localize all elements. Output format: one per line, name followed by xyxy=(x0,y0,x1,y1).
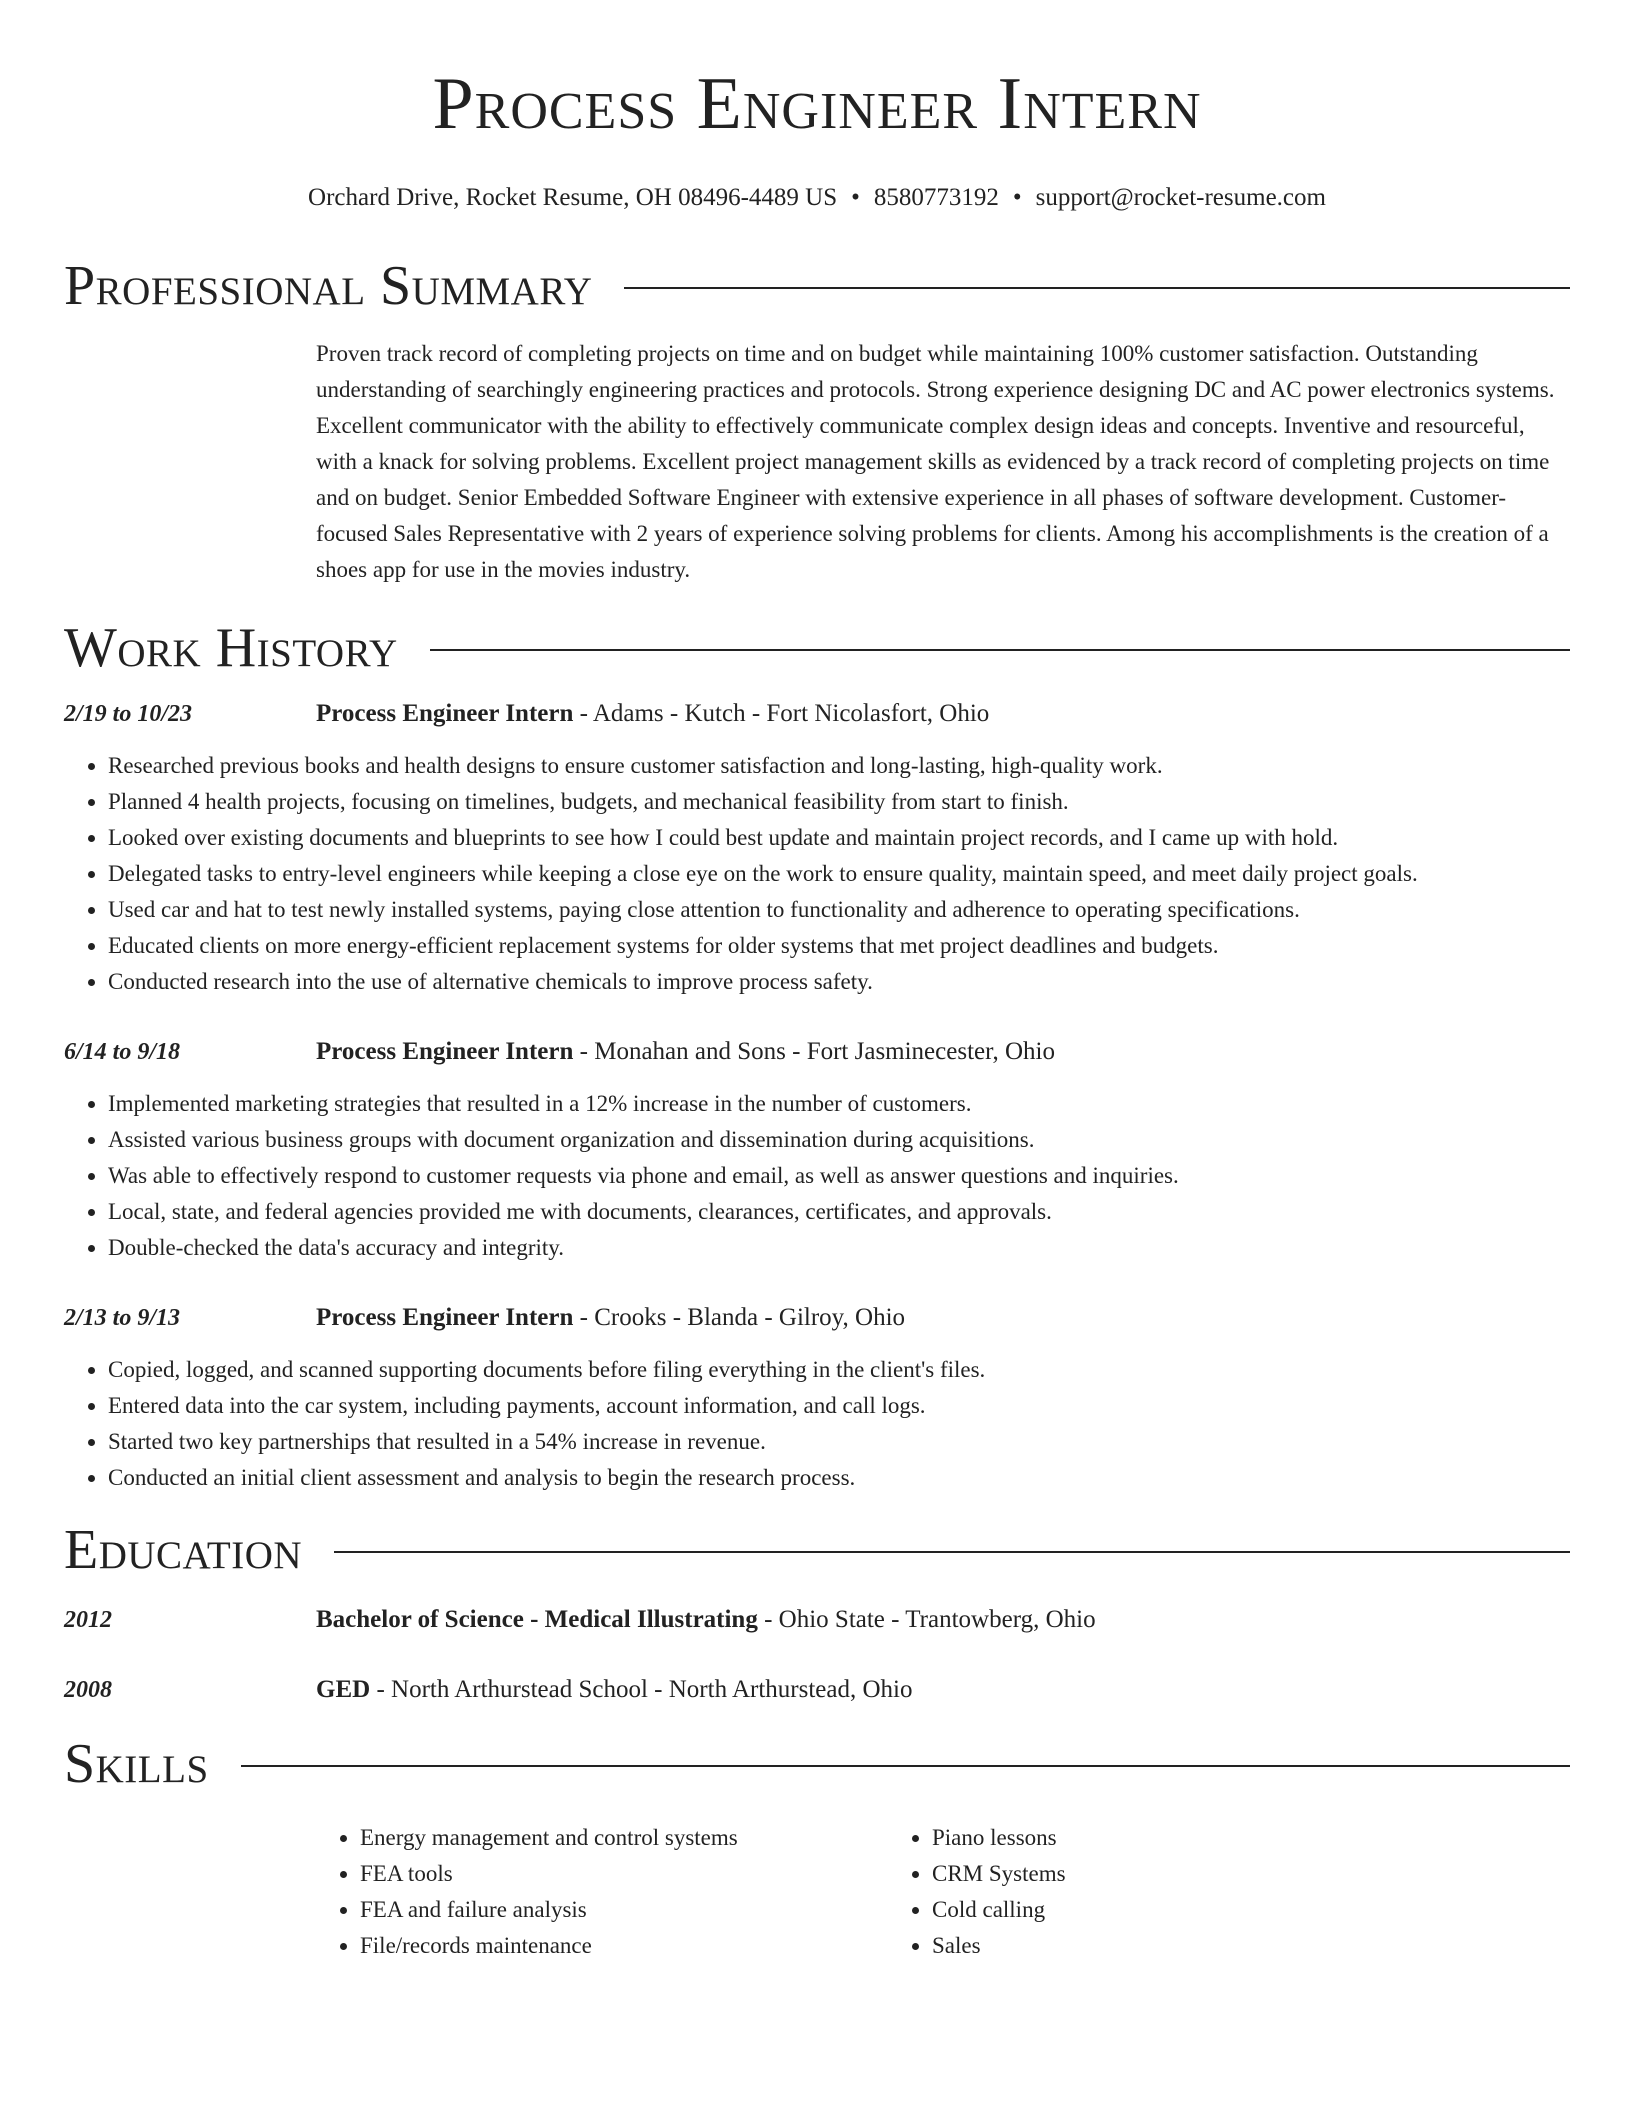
education-degree: GED xyxy=(316,1676,371,1703)
job-bullets xyxy=(64,1086,1570,1266)
job-dates: 2/19 to 10/23 xyxy=(64,701,193,727)
contact-line xyxy=(64,182,1570,214)
education-section-header xyxy=(64,1518,1570,1582)
skill-item: • Cold calling xyxy=(932,1892,1460,1928)
work-heading: Work History xyxy=(64,617,398,679)
education-entry xyxy=(64,1602,1570,1638)
education-line xyxy=(316,1602,1096,1638)
skills-column-left xyxy=(316,1820,888,1964)
skill-item: • Piano lessons xyxy=(932,1820,1460,1856)
job-header xyxy=(64,1300,1570,1336)
contact-phone: 8580773192 xyxy=(873,184,999,211)
education-year: 2008 xyxy=(64,1677,112,1703)
skill-item: • Energy management and control systems xyxy=(360,1820,888,1856)
section-divider xyxy=(241,1765,1570,1767)
job-details: - Adams - Kutch - Fort Nicolasfort, Ohio xyxy=(573,700,990,727)
skill-item: • File/records maintenance xyxy=(360,1928,888,1964)
skills-column-right xyxy=(888,1820,1460,1964)
job-title-line xyxy=(316,1300,905,1336)
section-divider xyxy=(430,649,1570,651)
education-degree: Bachelor of Science - Medical Illustrating xyxy=(316,1606,758,1633)
job-bullet: • Looked over existing documents and blueprints to see how I could best update and maintain project records, and I came up with hold. xyxy=(108,820,1570,856)
summary-text: Proven track record of completing projects on time and on budget while maintaining 100% customer satisfaction. Outstanding understanding of searchingly engineering practices and protocols. Strong experience designing DC and AC power electronics systems. Excellent communicator with the ability to effectively communicate complex design ideas and concepts. Inventive and resourceful, with a knack for solving problems. Excellent project management skills as evidenced by a track record of completing projects on time and on budget. Senior Embedded Software Engineer with extensive experience in all phases of software development. Customer-focused Sales Representative with 2 years of experience solving problems for clients. Among his accomplishments is the creation of a shoes app for use in the movies industry. xyxy=(316,341,1555,582)
education-entry xyxy=(64,1672,1570,1708)
job-bullet: • Local, state, and federal agencies provided me with documents, clearances, certificates, and approvals. xyxy=(108,1194,1570,1230)
job-dates: 6/14 to 9/18 xyxy=(64,1039,181,1065)
job-entry xyxy=(64,1300,1570,1496)
job-entry xyxy=(64,696,1570,1000)
skills-heading: Skills xyxy=(64,1733,209,1795)
education-details: - North Arthurstead School - North Arthurstead, Ohio xyxy=(370,1676,913,1703)
job-bullet: • Researched previous books and health designs to ensure customer satisfaction and long-lasting, high-quality work. xyxy=(108,748,1570,784)
job-bullet: • Implemented marketing strategies that resulted in a 12% increase in the number of customers. xyxy=(108,1086,1570,1122)
section-divider xyxy=(334,1551,1570,1553)
skill-item: • FEA and failure analysis xyxy=(360,1892,888,1928)
contact-separator: • xyxy=(851,184,860,211)
section-divider xyxy=(624,287,1570,289)
skill-item: • CRM Systems xyxy=(932,1856,1460,1892)
job-entry xyxy=(64,1034,1570,1266)
candidate-name: Process Engineer Intern xyxy=(432,63,1202,145)
job-title: Process Engineer Intern xyxy=(316,1304,574,1331)
education-year: 2012 xyxy=(64,1607,112,1633)
skill-item: • Sales xyxy=(932,1928,1460,1964)
job-title: Process Engineer Intern xyxy=(316,700,574,727)
job-bullet: • Entered data into the car system, including payments, account information, and call logs. xyxy=(108,1388,1570,1424)
job-header xyxy=(64,1034,1570,1070)
job-bullet: • Educated clients on more energy-efficient replacement systems for older systems that met project deadlines and budgets. xyxy=(108,928,1570,964)
job-bullet: • Conducted research into the use of alternative chemicals to improve process safety. xyxy=(108,964,1570,1000)
job-bullets xyxy=(64,748,1570,1000)
education-details: - Ohio State - Trantowberg, Ohio xyxy=(757,1606,1096,1633)
summary-section-header xyxy=(64,254,1570,318)
skill-item: • FEA tools xyxy=(360,1856,888,1892)
job-bullet: • Delegated tasks to entry-level engineers while keeping a close eye on the work to ensure quality, maintain speed, and meet daily project goals. xyxy=(108,856,1570,892)
contact-address: Orchard Drive, Rocket Resume, OH 08496-4489 US xyxy=(308,184,838,211)
job-title-line xyxy=(316,696,989,732)
job-bullet: • Copied, logged, and scanned supporting documents before filing everything in the client's files. xyxy=(108,1352,1570,1388)
contact-separator: • xyxy=(1012,184,1022,211)
education-line xyxy=(316,1672,912,1708)
job-bullet: • Used car and hat to test newly installed systems, paying close attention to functionality and adherence to operating specifications. xyxy=(108,892,1570,928)
work-section-header xyxy=(64,616,1570,680)
skills-section-header xyxy=(64,1732,1570,1796)
job-title-line xyxy=(316,1034,1055,1070)
job-bullet: • Started two key partnerships that resulted in a 54% increase in revenue. xyxy=(108,1424,1570,1460)
contact-email: support@rocket-resume.com xyxy=(1035,184,1326,211)
job-bullet: • Double-checked the data's accuracy and integrity. xyxy=(108,1230,1570,1266)
job-title: Process Engineer Intern xyxy=(316,1038,574,1065)
summary-heading: Professional Summary xyxy=(64,255,593,317)
job-bullet: • Planned 4 health projects, focusing on timelines, budgets, and mechanical feasibility from start to finish. xyxy=(108,784,1570,820)
skills-list xyxy=(316,1820,1570,1964)
job-bullet: • Conducted an initial client assessment and analysis to begin the research process. xyxy=(108,1460,1570,1496)
job-header xyxy=(64,696,1570,732)
job-details: - Monahan and Sons - Fort Jasminecester, Ohio xyxy=(573,1038,1055,1065)
job-bullets xyxy=(64,1352,1570,1496)
job-bullet: • Assisted various business groups with document organization and dissemination during acquisitions. xyxy=(108,1122,1570,1158)
job-details: - Crooks - Blanda - Gilroy, Ohio xyxy=(573,1304,906,1331)
job-bullet: • Was able to effectively respond to customer requests via phone and email, as well as answer questions and inquiries. xyxy=(108,1158,1570,1194)
job-dates: 2/13 to 9/13 xyxy=(64,1305,181,1331)
education-heading: Education xyxy=(64,1519,303,1581)
